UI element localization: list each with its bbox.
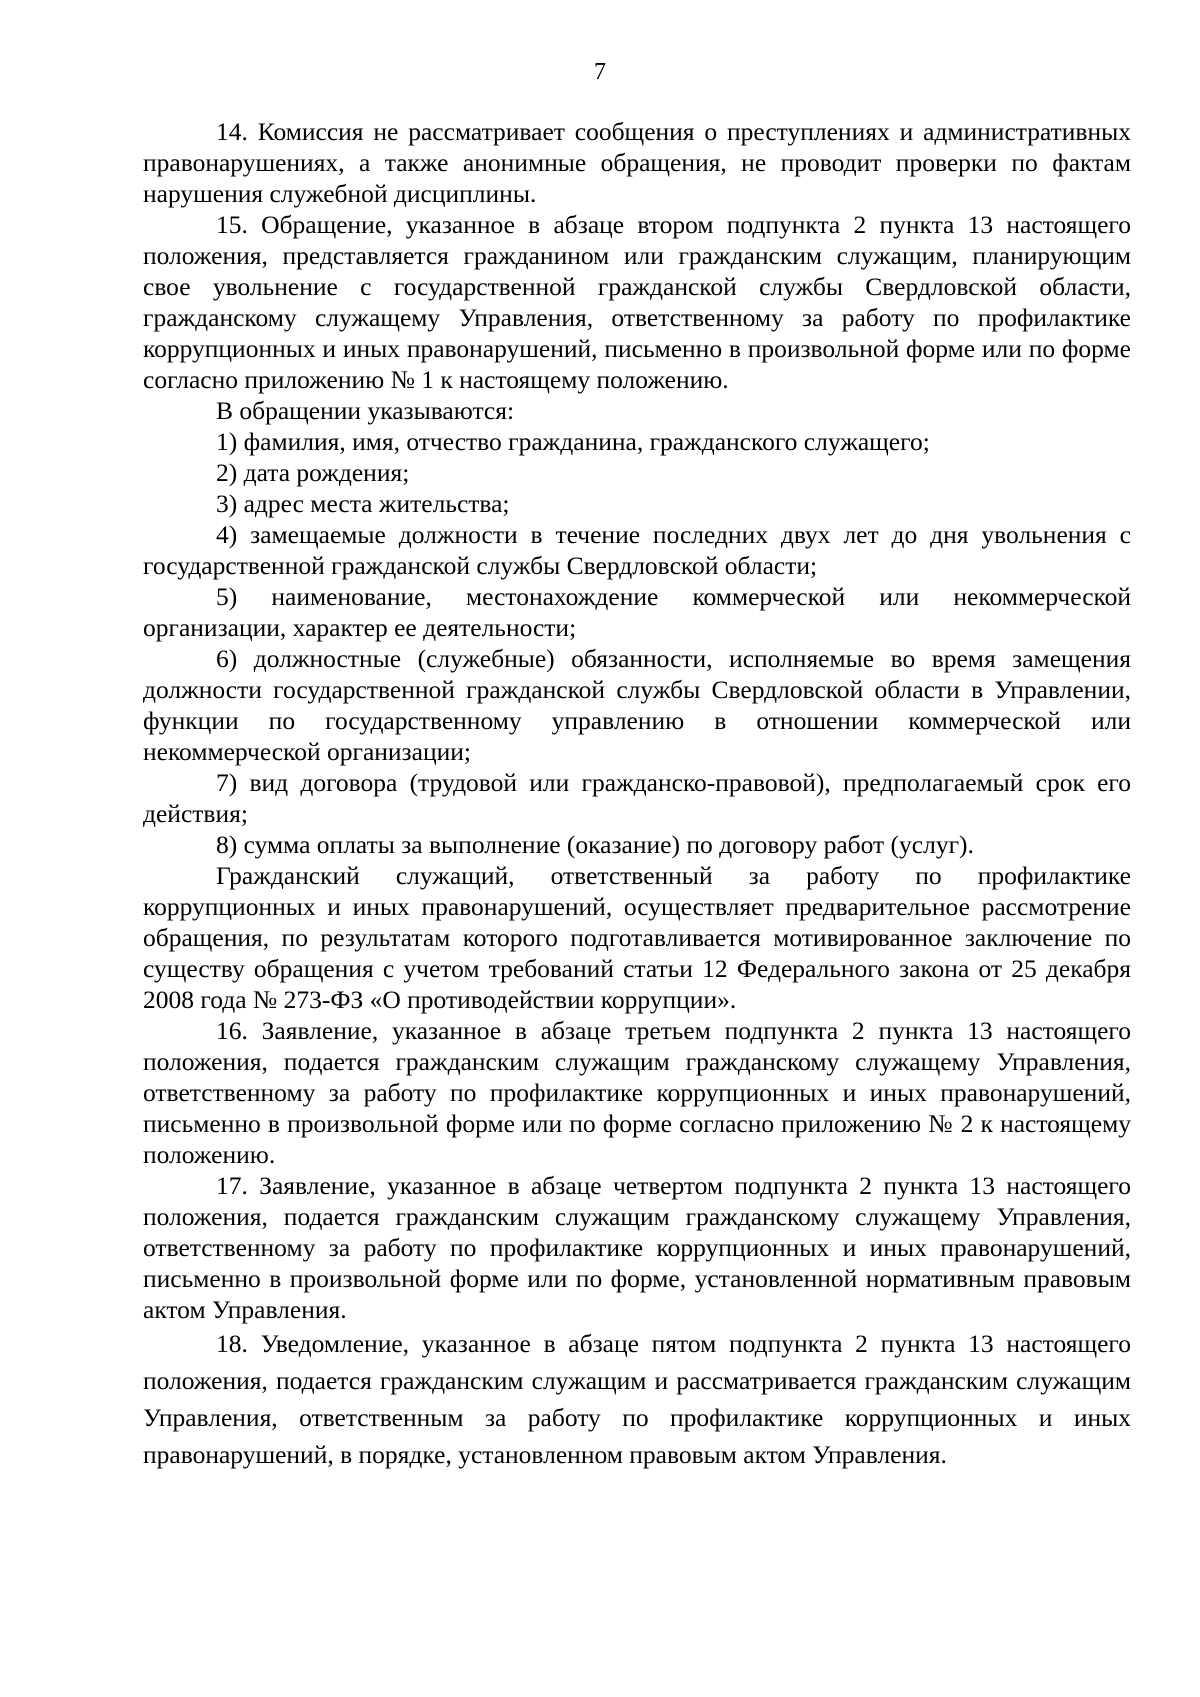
paragraph-18: 18. Уведомление, указанное в абзаце пятом подпункта 2 пункта 13 настоящего положения, подается гражданским служащим и рассматривается гражданским служащим Управления, ответственным за работу по профилактике коррупционных и иных правонарушений, в порядке, установленном правовым актом Управления. bbox=[143, 1329, 1131, 1469]
list-item-1: 1) фамилия, имя, отчество гражданина, гражданского служащего; bbox=[216, 427, 930, 456]
list-item-3: 3) адрес места жительства; bbox=[216, 489, 510, 518]
list-item-4: 4) замещаемые должности в течение последних двух лет до дня увольнения с государственной гражданской службы Свердловской области; bbox=[143, 520, 1131, 580]
list-item-7: 7) вид договора (трудовой или гражданско-правовой), предполагаемый срок его действия; bbox=[143, 768, 1131, 828]
list-item-2: 2) дата рождения; bbox=[216, 458, 410, 487]
paragraph-17: 17. Заявление, указанное в абзаце четвертом подпункта 2 пункта 13 настоящего положения, подается гражданским служащим гражданскому служащему Управления, ответственному за работу по профилактике коррупционных и иных правонарушений, письменно в произвольной форме или по форме, установленной нормативным правовым актом Управления. bbox=[143, 1171, 1131, 1324]
paragraph-16: 16. Заявление, указанное в абзаце третьем подпункта 2 пункта 13 настоящего положения, подается гражданским служащим гражданскому служащему Управления, ответственному за работу по профилактике коррупционных и иных правонарушений, письменно в произвольной форме или по форме согласно приложению № 2 к настоящему положению. bbox=[143, 1016, 1131, 1169]
paragraph-appeal-contents-intro: В обращении указываются: bbox=[216, 396, 515, 425]
paragraph-14: 14. Комиссия не рассматривает сообщения о преступлениях и административных правонарушениях, а также анонимные обращения, не проводит проверки по фактам нарушения служебной дисциплины. bbox=[143, 117, 1131, 208]
list-item-8: 8) сумма оплаты за выполнение (оказание) по договору работ (услуг). bbox=[216, 830, 974, 859]
list-item-5: 5) наименование, местонахождение коммерческой или некоммерческой организации, характер ее деятельности; bbox=[143, 582, 1131, 642]
document-body bbox=[143, 116, 1131, 1473]
paragraph-15: 15. Обращение, указанное в абзаце втором подпункта 2 пункта 13 настоящего положения, представляется гражданином или гражданским служащим, планирующим свое увольнение с государственной гражданской службы Свердловской области, гражданскому служащему Управления, ответственному за работу по профилактике коррупционных и иных правонарушений, письменно в произвольной форме или по форме согласно приложению № 1 к настоящему положению. bbox=[143, 210, 1131, 394]
page-number: 7 bbox=[594, 59, 606, 85]
list-item-6: 6) должностные (служебные) обязанности, исполняемые во время замещения должности государственной гражданской службы Свердловской области в Управлении, функции по государственному управлению в отношении коммерческой или некоммерческой организации; bbox=[143, 644, 1131, 766]
paragraph-preliminary-review: Гражданский служащий, ответственный за работу по профилактике коррупционных и иных правонарушений, осуществляет предварительное рассмотрение обращения, по результатам которого подготавливается мотивированное заключение по существу обращения с учетом требований статьи 12 Федерального закона от 25 декабря 2008 года № 273-ФЗ «О противодействии коррупции». bbox=[143, 861, 1131, 1014]
